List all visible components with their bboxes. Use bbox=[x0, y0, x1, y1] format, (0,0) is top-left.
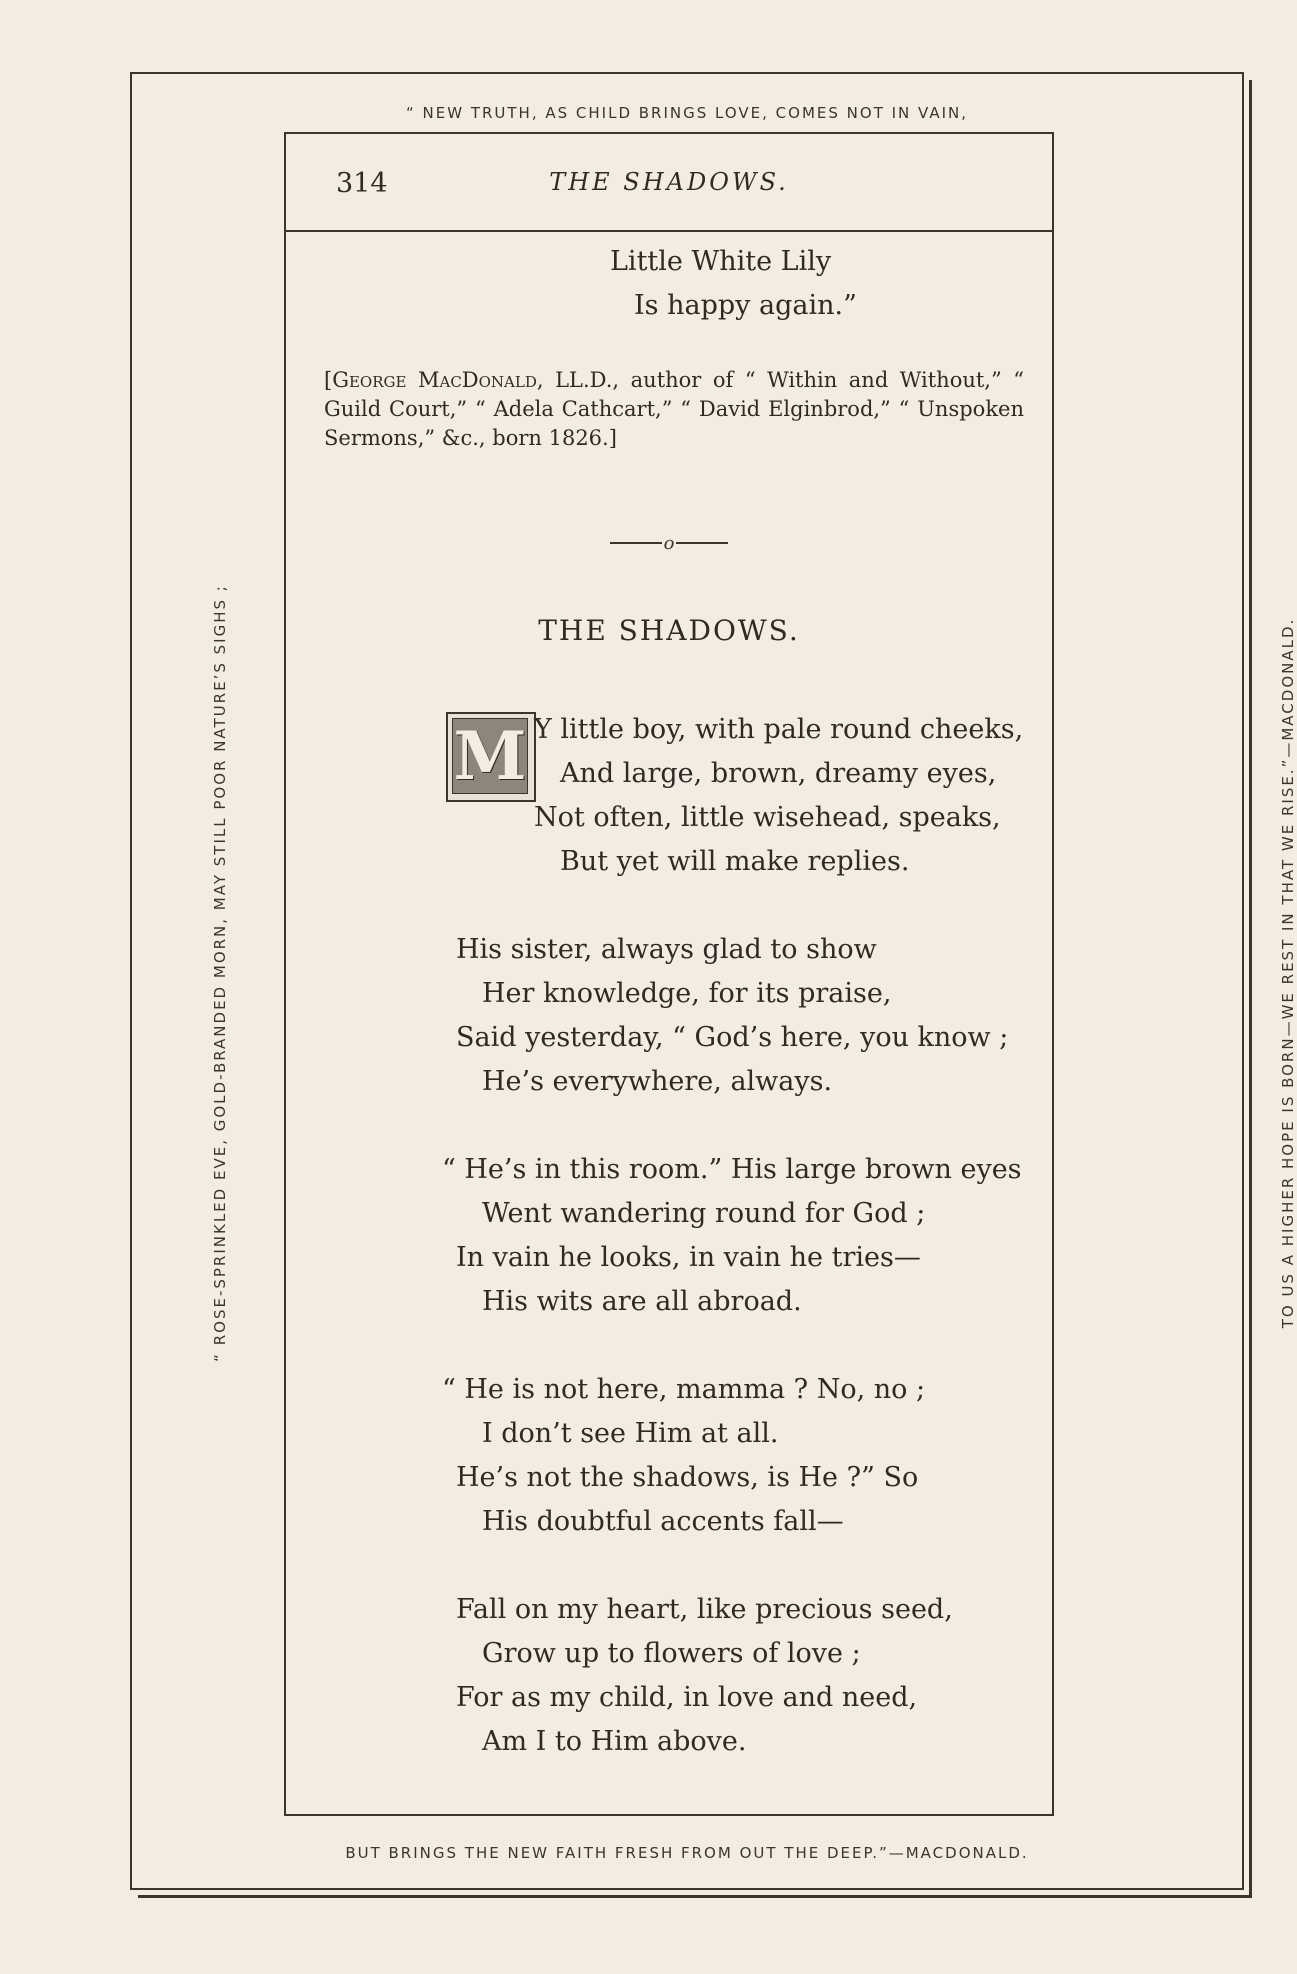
poem-line: I don’t see Him at all. bbox=[482, 1418, 779, 1449]
poem-line: His wits are all abroad. bbox=[482, 1286, 802, 1317]
poem-line: Said yesterday, “ God’s here, you know ; bbox=[456, 1022, 1009, 1053]
poem-line: Fall on my heart, like precious seed, bbox=[456, 1594, 953, 1625]
poem-line: Y little boy, with pale round cheeks, bbox=[534, 714, 1024, 745]
border-motto-bottom: BUT BRINGS THE NEW FAITH FRESH FROM OUT THE DEEP.”—MACDONALD. bbox=[345, 1844, 1029, 1862]
poem-line: Not often, little wisehead, speaks, bbox=[534, 802, 1001, 833]
poem-line: His doubtful accents fall— bbox=[482, 1506, 844, 1537]
poem-line: For as my child, in love and need, bbox=[456, 1682, 918, 1713]
poem-line: And large, brown, dreamy eyes, bbox=[560, 758, 997, 789]
poem-title: THE SHADOWS. bbox=[538, 614, 800, 647]
drop-cap-letter: M bbox=[453, 717, 527, 795]
border-motto-left: “ ROSE-SPRINKLED EVE, GOLD-BRANDED MORN, MAY STILL POOR NATURE’S SIGHS ; bbox=[211, 584, 229, 1362]
drop-cap bbox=[446, 712, 536, 802]
border-motto-top: “ NEW TRUTH, AS CHILD BRINGS LOVE, COMES NOT IN VAIN, bbox=[405, 104, 969, 122]
note-author-name: George MacDonald bbox=[332, 368, 537, 392]
note-bracket: [ bbox=[324, 368, 333, 392]
poem-line: “ He’s in this room.” His large brown eyes bbox=[442, 1154, 1022, 1185]
previous-poem-line: Is happy again.” bbox=[634, 290, 857, 321]
section-divider bbox=[286, 532, 1052, 554]
page-header bbox=[286, 134, 1052, 232]
poem-line: “ He is not here, mamma ? No, no ; bbox=[442, 1374, 926, 1405]
poem-line: His sister, always glad to show bbox=[456, 934, 877, 965]
page-number: 314 bbox=[336, 168, 388, 199]
poem-line: Her knowledge, for its praise, bbox=[482, 978, 892, 1009]
poem-line: He’s everywhere, always. bbox=[482, 1066, 833, 1097]
page-border bbox=[130, 72, 1297, 1890]
poem-line: In vain he looks, in vain he tries— bbox=[456, 1242, 921, 1273]
poem-line: Went wandering round for God ; bbox=[482, 1198, 926, 1229]
poem-line: He’s not the shadows, is He ?” So bbox=[456, 1462, 919, 1493]
text-block-frame bbox=[284, 132, 1054, 1816]
divider-mark: o bbox=[663, 532, 675, 554]
running-title: THE SHADOWS. bbox=[549, 168, 789, 196]
note-text: , LL.D., author of “ Within and Without,” “ Guild Court,” “ Adela Cathcart,” “ David Elginbrod,” “ Unspoken Sermons,” &c., born 1826.] bbox=[324, 368, 1024, 450]
author-note bbox=[324, 366, 1024, 453]
poem-line: Am I to Him above. bbox=[482, 1726, 747, 1757]
previous-poem-line: Little White Lily bbox=[610, 246, 832, 277]
poem-line: But yet will make replies. bbox=[560, 846, 910, 877]
poem-line: Grow up to flowers of love ; bbox=[482, 1638, 861, 1669]
border-motto-right: TO US A HIGHER HOPE IS BORN—WE REST IN THAT WE RISE.”—MACDONALD. bbox=[1279, 617, 1297, 1329]
